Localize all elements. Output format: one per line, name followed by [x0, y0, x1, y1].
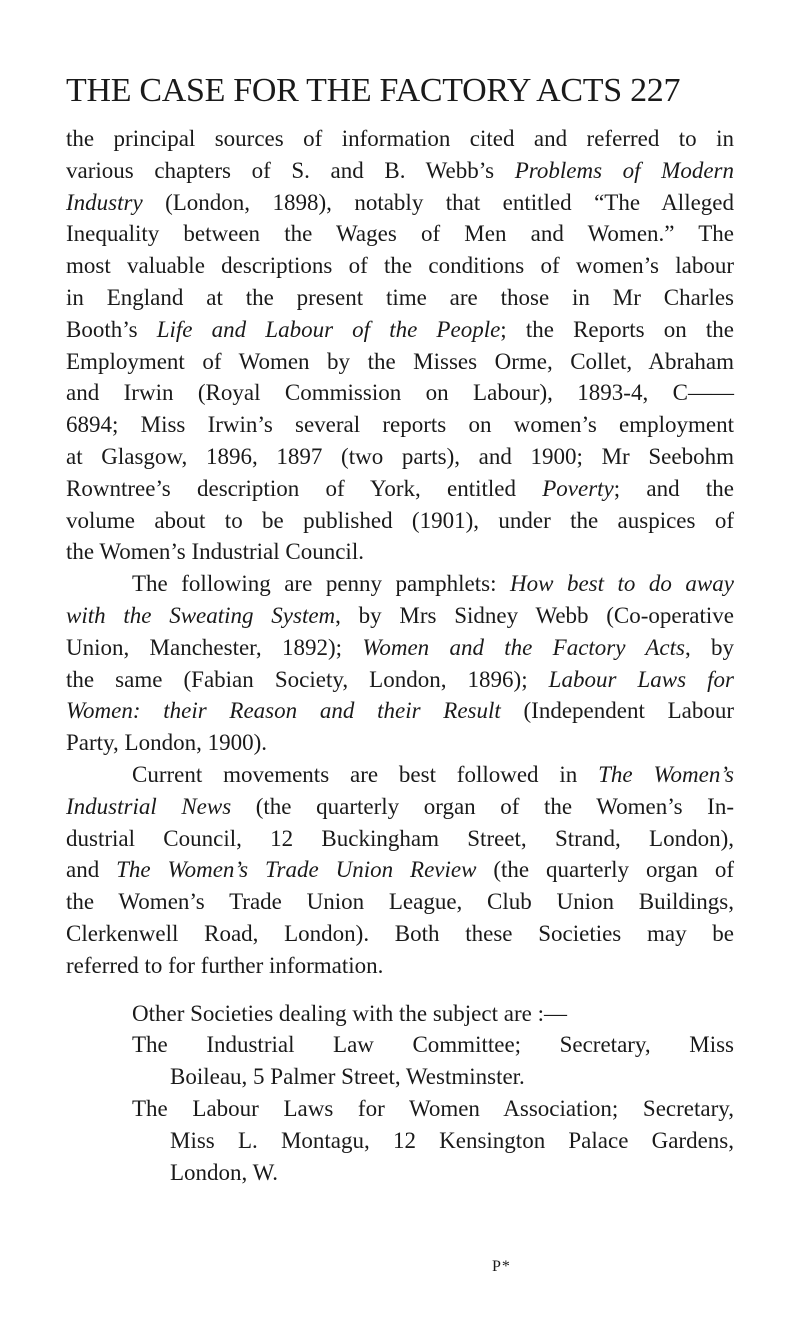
society-line: London, W. [170, 1159, 278, 1185]
italic-title: The Women’s [598, 761, 734, 787]
society-entry [66, 1093, 734, 1188]
text-line: most valuable descriptions of the conditions of women’s labour [66, 253, 734, 279]
societies-list [66, 1029, 734, 1188]
italic-title: with the Sweating System [66, 602, 336, 628]
italic-title: Labour Laws for [548, 666, 734, 692]
society-line: The Industrial Law Committee; Secretary, Miss [132, 1032, 734, 1058]
italic-title: Industrial News [66, 793, 232, 819]
italic-title: Poverty [542, 475, 614, 501]
running-head [66, 68, 736, 114]
text-line: Clerkenwell Road, London). Both these Societies may be [66, 920, 734, 946]
text-line: dustrial Council, 12 Buckingham Street, Strand, London), [66, 825, 734, 851]
italic-title: Industry [66, 189, 143, 215]
societies-intro: Other Societies dealing with the subject are :— [132, 1000, 567, 1026]
italic-title: Problems of Modern [514, 157, 735, 183]
text-line: 6894; Miss Irwin’s several reports on women’s employment [66, 412, 734, 438]
section-gap [66, 982, 734, 998]
text-line: various chapters of S. and B. Webb’s Problems of Modern [66, 157, 735, 183]
text-line: and The Women’s Trade Union Review (the quarterly organ of [66, 857, 734, 883]
society-line: Miss L. Montagu, 12 Kensington Palace Gardens, [170, 1127, 734, 1153]
paragraph-current-movements [66, 759, 734, 982]
running-title: THE CASE FOR THE FACTORY ACTS [66, 72, 622, 109]
italic-title: Life and Labour of the People [156, 316, 501, 342]
text-line: with the Sweating System, by Mrs Sidney Webb (Co-operative [66, 602, 734, 628]
body-text [66, 123, 734, 1188]
italic-title: How best to do away [509, 571, 734, 597]
society-entry [66, 1029, 734, 1093]
paragraph-pamphlets [66, 568, 734, 759]
text-line: Party, London, 1900). [66, 730, 268, 756]
text-line: Rowntree’s description of York, entitled Poverty; and the [66, 475, 734, 501]
text-line: and Irwin (Royal Commission on Labour), 1893-4, C—— [66, 380, 734, 406]
text-line: in England at the present time are those in Mr Charles [66, 284, 734, 310]
text-line: the principal sources of information cited and referred to in [66, 126, 734, 151]
text-line: Union, Manchester, 1892); Women and the Factory Acts, by [66, 634, 734, 660]
page-number: 227 [630, 72, 681, 109]
signature-mark: P* [492, 1258, 511, 1275]
italic-title: Women and the Factory Acts [362, 634, 685, 660]
paragraph-sources [66, 123, 734, 568]
text-line: Industrial News (the quarterly organ of the Women’s In- [66, 793, 734, 819]
text-line: Booth’s Life and Labour of the People; the Reports on the [66, 316, 734, 342]
society-line: Boileau, 5 Palmer Street, Westminster. [170, 1064, 525, 1090]
text-line: The following are penny pamphlets: How best to do away [132, 571, 734, 597]
text-line: at Glasgow, 1896, 1897 (two parts), and 1900; Mr Seebohm [66, 443, 734, 469]
text-line: volume about to be published (1901), under the auspices of [66, 507, 734, 533]
italic-title: Women: their Reason and their Result [66, 698, 501, 724]
text-line: the Women’s Industrial Council. [66, 539, 364, 565]
text-line: Inequality between the Wages of Men and Women.” The [66, 221, 734, 247]
text-line: the same (Fabian Society, London, 1896); Labour Laws for [66, 666, 734, 692]
text-line: Employment of Women by the Misses Orme, Collet, Abraham [66, 348, 734, 374]
text-line: Women: their Reason and their Result (Independent Labour [66, 698, 734, 724]
text-line: the Women’s Trade Union League, Club Union Buildings, [66, 889, 734, 915]
text-line: Current movements are best followed in The Women’s [132, 761, 734, 787]
text-line: Industry (London, 1898), notably that entitled “The Alleged [66, 189, 734, 215]
text-line: referred to for further information. [66, 952, 384, 978]
italic-title: The Women’s Trade Union Review [116, 857, 477, 883]
society-line: The Labour Laws for Women Association; Secretary, [132, 1095, 734, 1121]
